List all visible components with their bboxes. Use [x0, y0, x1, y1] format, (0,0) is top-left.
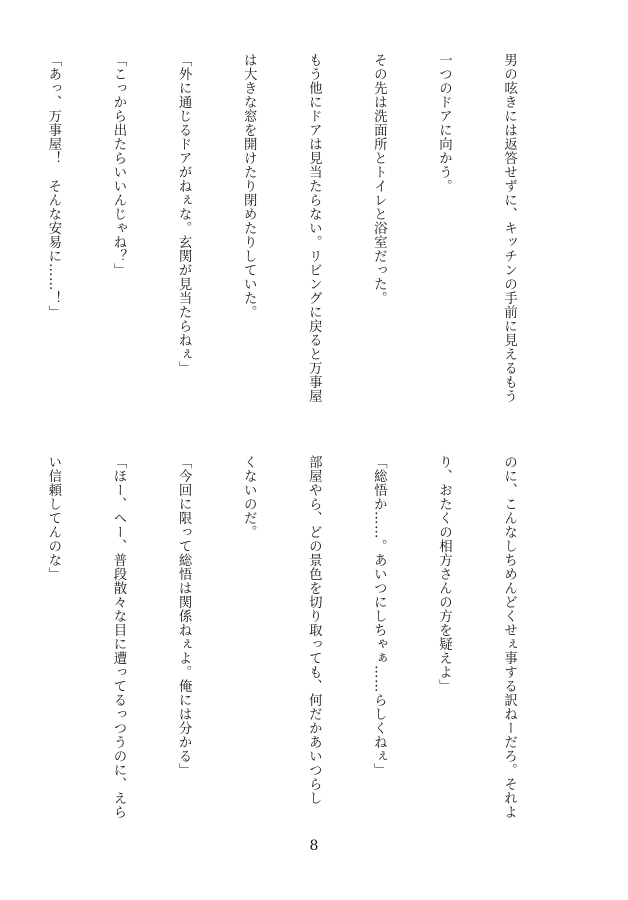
text-line: くないのだ。: [241, 455, 257, 539]
text-line: い信頼してんのな」: [45, 455, 61, 581]
text-line: は大きな窓を開けたり閉めたりしていた。: [241, 53, 257, 319]
text-line: 「あっ、万事屋！ そんな安易に……！」: [45, 53, 61, 319]
text-line: 「こっから出たらいいんじゃね？」: [110, 53, 126, 277]
text-line: のに、こんなしちめんどくせぇ事する訳ねーだろ。それよ: [501, 455, 517, 819]
text-line: もう他にドアは見当たらない。リビングに戻ると万事屋: [306, 53, 322, 403]
text-line: 一つのドアに向かう。: [436, 53, 452, 193]
text-line: 部屋やら、どの景色を切り取っても、何だかあいつらし: [306, 455, 322, 805]
text-line: 「ほー、へー、普段散々な目に遭ってるっつうのに、えら: [110, 455, 126, 819]
text-line: 「外に通じるドアがねぇな。玄関が見当たらねぇ」: [176, 53, 192, 375]
text-line: 「総悟か……。あいつにしちゃぁ……らしくねぇ」: [371, 455, 387, 777]
text-line: 「今回に限って総悟は関係ねぇよ。俺には分かる」: [176, 455, 192, 777]
text-block-bottom: [45, 455, 563, 819]
text-line: 男の呟きには返答せずに、キッチンの手前に見えるもう: [501, 53, 517, 403]
text-line: その先は洗面所とトイレと浴室だった。: [371, 53, 387, 305]
text-block-top: [45, 53, 563, 403]
text-line: り、おたくの相方さんの方を疑えよ」: [436, 455, 452, 693]
page-number: 8: [309, 838, 319, 854]
